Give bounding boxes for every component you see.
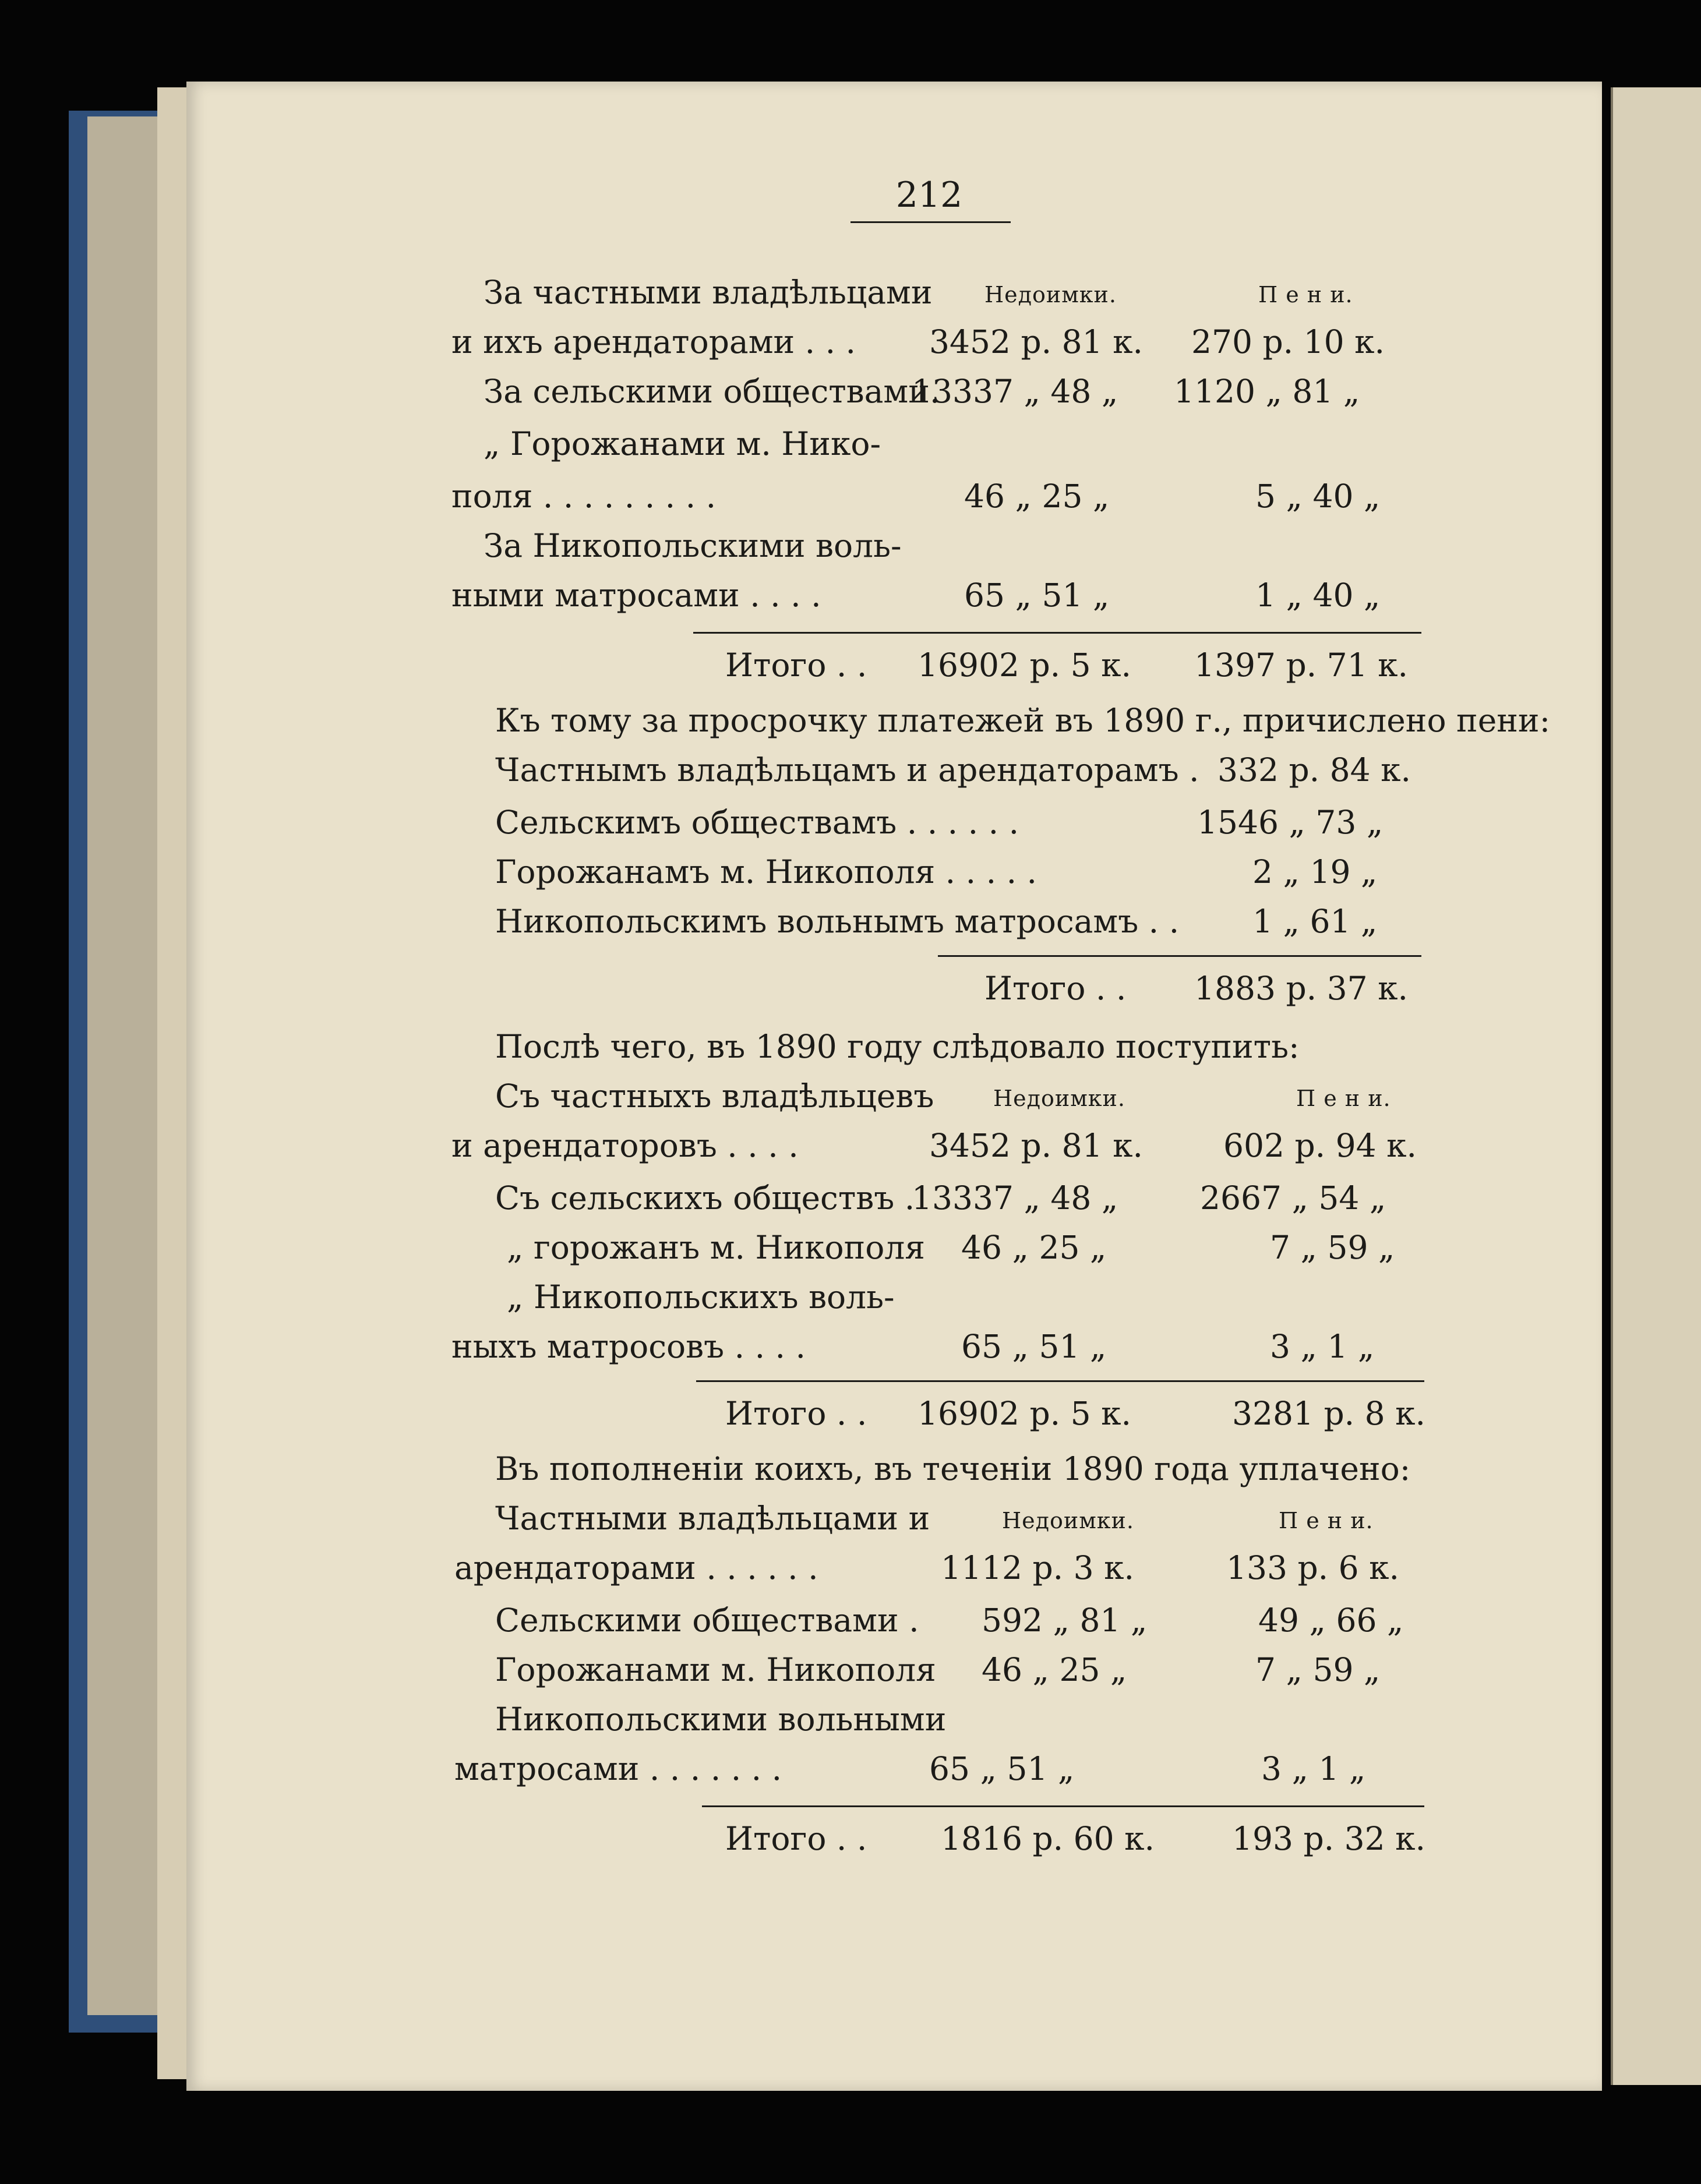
section4-header-col1: Недоимки. [1002,1508,1134,1533]
section1-row [484,527,1066,574]
section1-row [451,478,1430,524]
section1-row-value2: 270 р. 10 к. [1191,323,1385,361]
section3-row-value2: 2667 „ 54 „ [1200,1179,1386,1217]
section4-row-value2: 49 „ 66 „ [1258,1602,1404,1639]
section3-header-label: Съ частныхъ владѣльцевъ [495,1077,934,1115]
section4-row-label: Никопольскими вольными [495,1701,947,1738]
section2-intro: Къ тому за просрочку платежей въ 1890 г., причислено пени: [495,702,1551,739]
section1-total-value2: 1397 р. 71 к. [1194,646,1408,684]
section1-total-label: Итого . . [725,646,867,684]
section1-row-value2: 1 „ 40 „ [1255,577,1381,614]
section3-row-label: и арендаторовъ . . . . [451,1127,799,1164]
section3-row-label: ныхъ матросовъ . . . . [451,1328,806,1365]
section3-total-value2: 3281 р. 8 к. [1232,1395,1425,1432]
section3-header [495,1077,1427,1124]
section3-row-value2: 3 „ 1 „ [1270,1328,1375,1365]
section4-header-col2: П е н и. [1279,1508,1374,1533]
section1-row-value1: 3452 р. 81 к. [929,323,1143,361]
section1-row-value2: 1120 „ 81 „ [1174,373,1360,410]
section1-row-value1: 13337 „ 48 „ [912,373,1118,410]
section4-row-value2: 3 „ 1 „ [1261,1750,1366,1787]
section3-row [495,1179,1433,1226]
section3-row [507,1278,1089,1325]
section4-row-label: Горожанами м. Никополя [495,1651,936,1688]
section4-intro: Въ пополненіи коихъ, въ теченіи 1890 года уплачено: [495,1450,1411,1487]
section3-row-value1: 65 „ 51 „ [961,1328,1107,1365]
section3-row [507,1229,1433,1275]
section4-row-value2: 133 р. 6 к. [1226,1549,1399,1586]
section4-row [495,1602,1433,1648]
section4-row-value1: 65 „ 51 „ [929,1750,1075,1787]
section4-row-value1: 1112 р. 3 к. [941,1549,1134,1586]
section3-row-label: „ горожанъ м. Никополя [507,1229,926,1266]
section1-row [451,577,1430,623]
section1-row-label: ными матросами . . . . [451,577,821,614]
section1-row [451,323,1430,370]
section2-row [495,853,1427,900]
section2-row [495,751,1427,798]
section2-total-value: 1883 р. 37 к. [1194,970,1408,1007]
section2-row-label: Горожанамъ м. Никополя . . . . . [495,853,1037,890]
section2-row [495,903,1427,949]
section4-total-value2: 193 р. 32 к. [1232,1820,1425,1857]
section4-row [454,1549,1433,1596]
section4-total-value1: 1816 р. 60 к. [941,1820,1155,1857]
page-number: 212 [895,175,963,215]
section1-total-value1: 16902 р. 5 к. [917,646,1131,684]
section3-total [725,1395,1436,1441]
section1-row-value1: 46 „ 25 „ [964,478,1110,515]
section3-row-value2: 7 „ 59 „ [1270,1229,1395,1266]
section1-row-label: „ Горожанами м. Нико- [484,425,881,462]
section2-total-label: Итого . . [984,970,1127,1007]
section1-header-label: За частными владѣльцами [484,274,933,311]
section1-row-label: За сельскими обществами. [484,373,940,410]
section3-row-value1: 13337 „ 48 „ [912,1179,1118,1217]
section2-row [495,804,1427,850]
section1-header-col2: П е н и. [1258,282,1353,308]
section2-row-value: 2 „ 19 „ [1252,853,1378,890]
section4-row [454,1750,1433,1797]
section4-row-value1: 592 „ 81 „ [982,1602,1148,1639]
section3-row [451,1328,1436,1374]
section4-row-value2: 7 „ 59 „ [1255,1651,1381,1688]
section3-row-label: „ Никопольскихъ воль- [507,1278,895,1316]
section4-header-label: Частными владѣльцами и [495,1500,930,1537]
section3-row-value1: 3452 р. 81 к. [929,1127,1143,1164]
section4-row-label: арендаторами . . . . . . [454,1549,818,1586]
section1-header-col1: Недоимки. [984,282,1117,308]
section3-row [451,1127,1436,1174]
section1-row-label: и ихъ арендаторами . . . [451,323,856,361]
section3-row-label: Съ сельскихъ обществъ . [495,1179,915,1217]
section2-row-label: Сельскимъ обществамъ . . . . . . [495,804,1019,841]
section3-total-value1: 16902 р. 5 к. [917,1395,1131,1432]
section4-total-rule [702,1805,1424,1807]
section4-row-label: Сельскими обществами . [495,1602,919,1639]
section4-total [725,1820,1436,1867]
section1-row [484,425,1066,472]
next-page-edge [1611,87,1701,2085]
section3-total-rule [696,1380,1424,1382]
page-number-rule [850,221,1011,223]
section4-total-label: Итого . . [725,1820,867,1857]
section3-row-value1: 46 „ 25 „ [961,1229,1107,1266]
section2-row-value: 1 „ 61 „ [1252,903,1378,940]
section4-row [495,1651,1433,1698]
section4-header [495,1500,1427,1546]
section4-row-label: матросами . . . . . . . [454,1750,782,1787]
section2-row-label: Частнымъ владѣльцамъ и арендаторамъ . [495,751,1199,789]
section3-intro: Послѣ чего, въ 1890 году слѣдовало поступить: [495,1028,1300,1065]
section2-total [984,970,1433,1016]
section1-row-value2: 5 „ 40 „ [1255,478,1381,515]
section2-row-value: 332 р. 84 к. [1217,751,1411,789]
section2-row-value: 1546 „ 73 „ [1197,804,1384,841]
section3-header-col1: Недоимки. [993,1086,1125,1111]
section1-row-label: За Никопольскими воль- [484,527,902,564]
section3-row-value2: 602 р. 94 к. [1223,1127,1417,1164]
section1-row [484,373,1433,419]
section1-total-rule [693,632,1421,634]
section2-row-label: Никопольскимъ вольнымъ матросамъ . . [495,903,1180,940]
section3-header-col2: П е н и. [1296,1086,1391,1111]
section4-row [495,1701,1078,1747]
section2-total-rule [938,955,1421,957]
section3-total-label: Итого . . [725,1395,867,1432]
section4-row-value1: 46 „ 25 „ [982,1651,1127,1688]
section1-total [725,646,1430,693]
section1-header [484,274,1416,320]
section1-row-label: поля . . . . . . . . . [451,478,717,515]
section1-row-value1: 65 „ 51 „ [964,577,1110,614]
